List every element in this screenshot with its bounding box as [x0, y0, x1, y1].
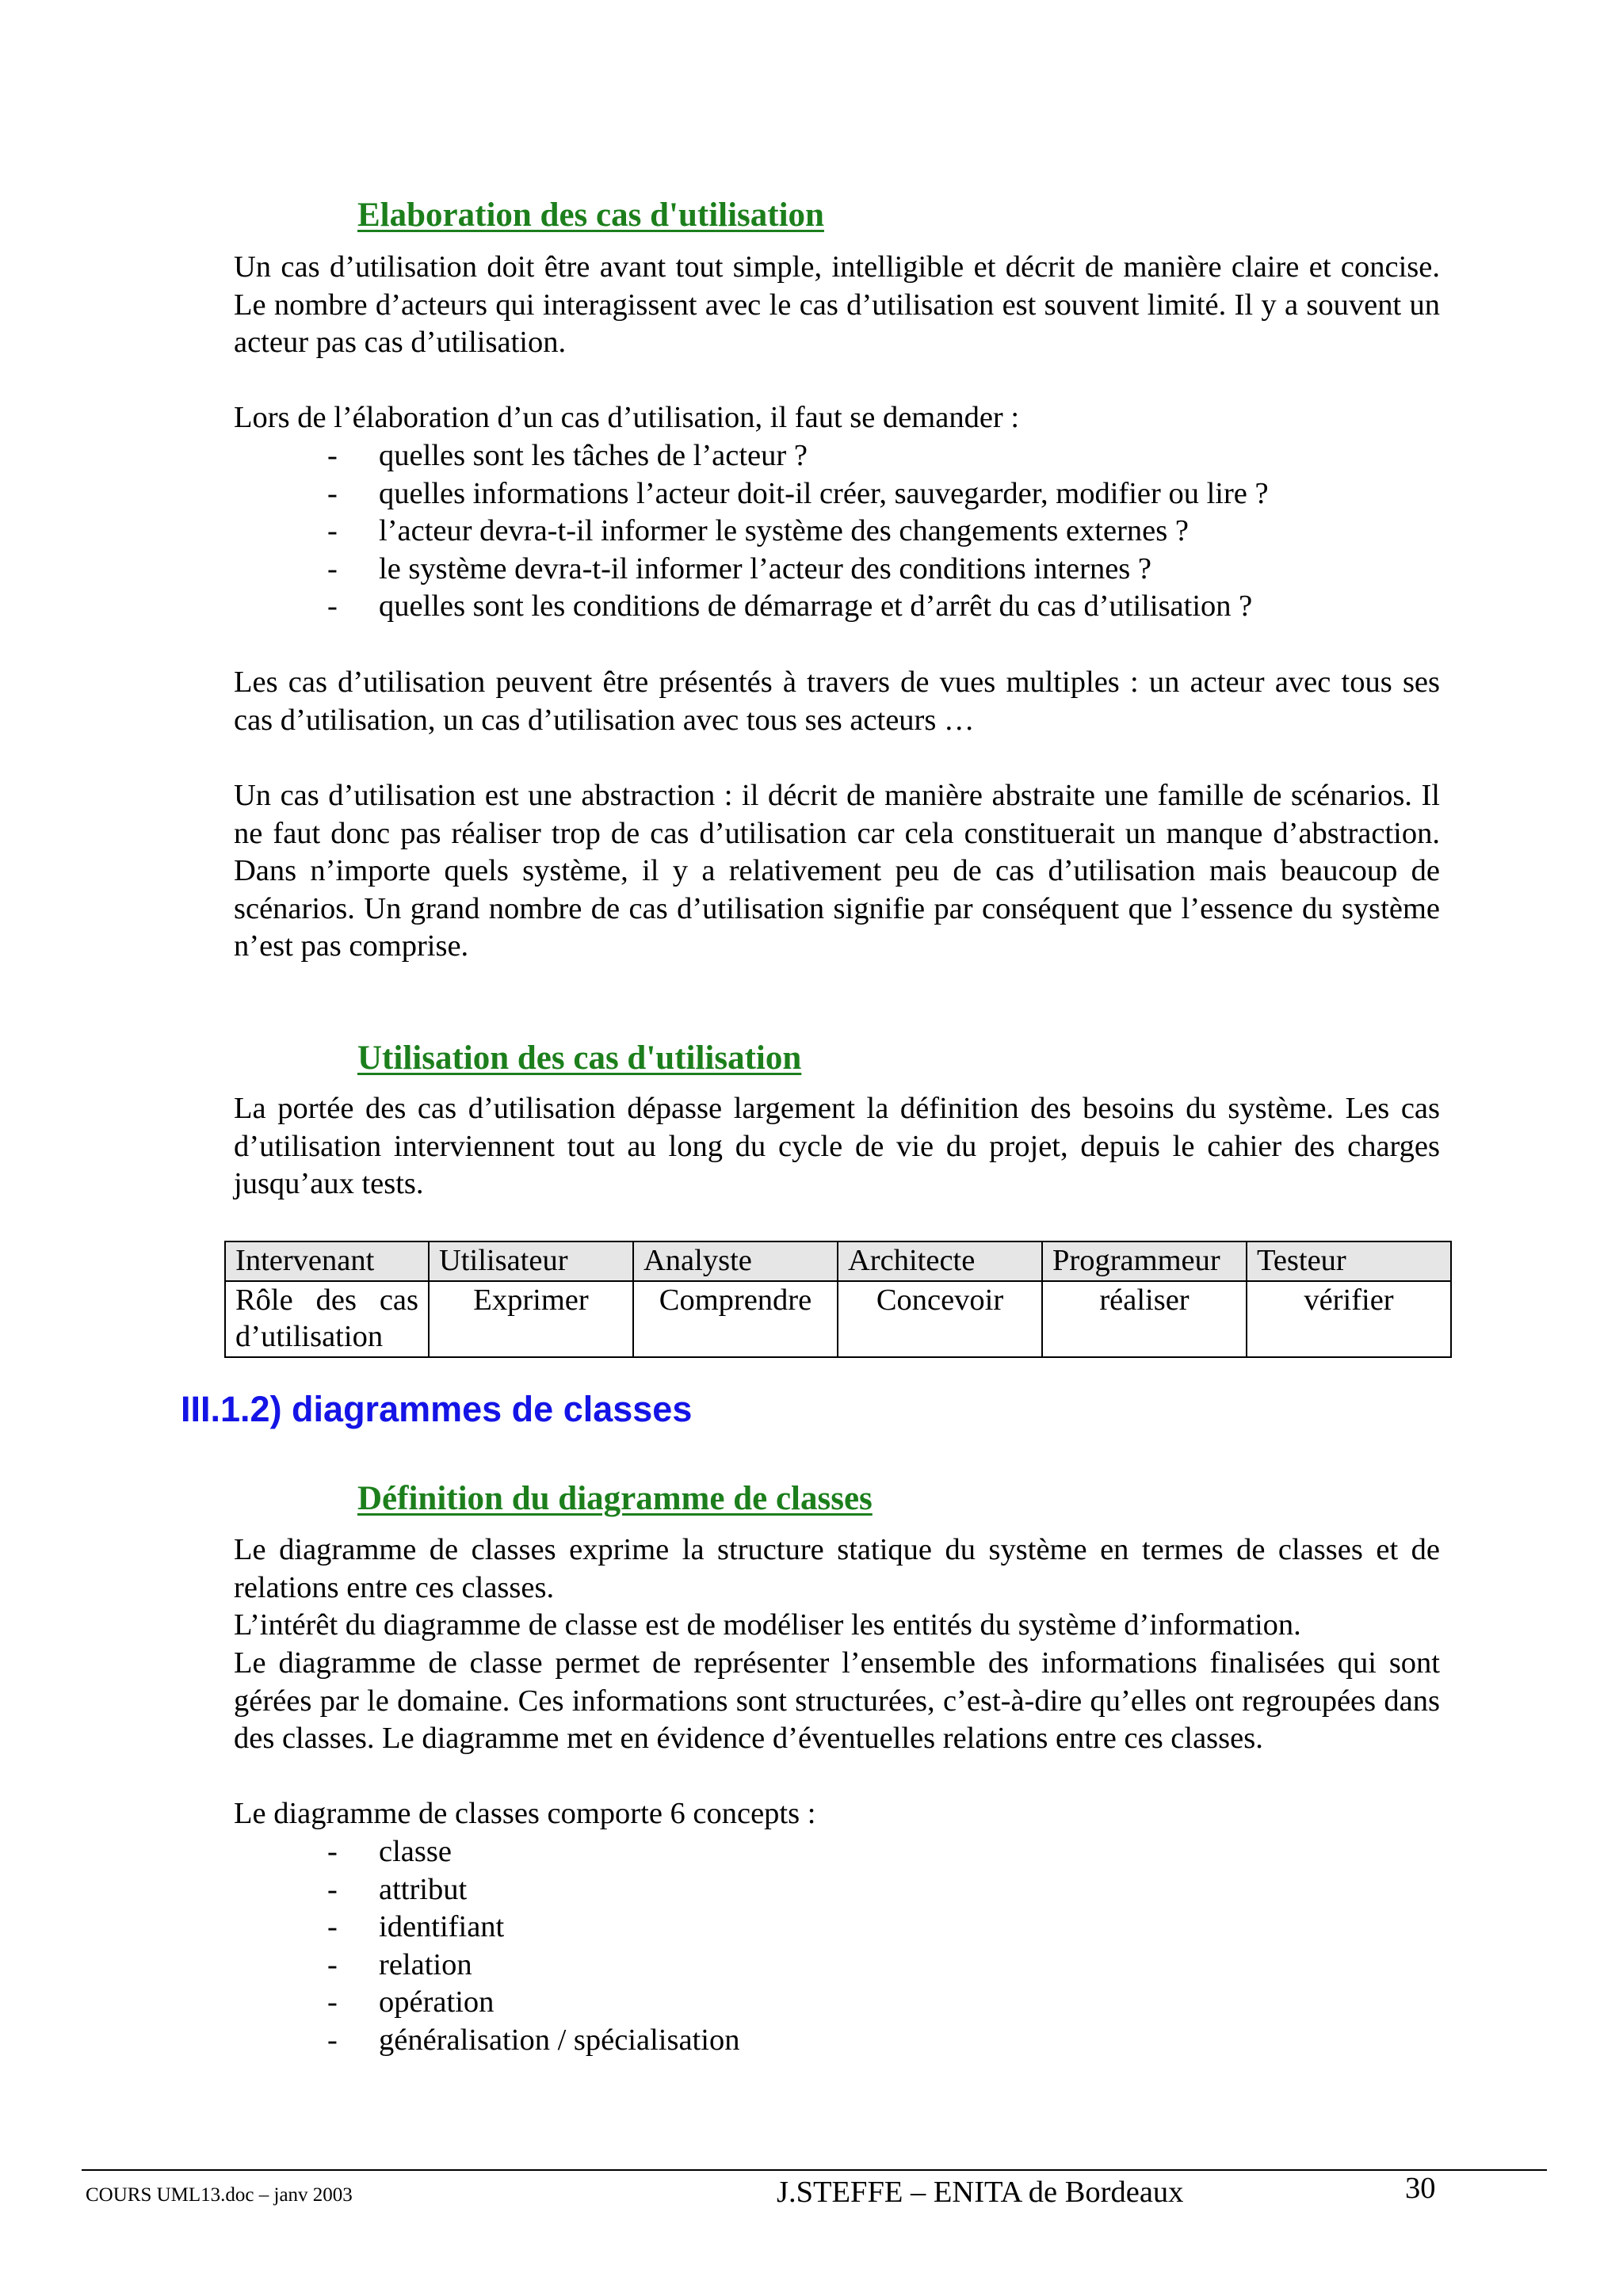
table-header-row	[225, 1241, 1451, 1281]
concepts-list	[327, 1833, 739, 2060]
list-item: - quelles informations l’acteur doit-il créer, sauvegarder, modifier ou lire ?	[327, 475, 1269, 513]
table-cell: Comprendre	[633, 1281, 838, 1357]
definition-paragraph-1: Le diagramme de classes exprime la structure statique du système en termes de classes et de relations entre ces classes.	[234, 1533, 1440, 1604]
bullet-dash: -	[327, 439, 338, 472]
bullet-dash: -	[327, 1872, 338, 1906]
list-item: - relation	[327, 1947, 739, 1985]
table-cell: vérifier	[1247, 1281, 1451, 1357]
table-cell: Rôle des cas d’utilisation	[225, 1281, 429, 1357]
list-item: - attribut	[327, 1871, 739, 1909]
bullet-dash: -	[327, 589, 338, 624]
bullet-dash: -	[327, 551, 338, 585]
definition-paragraph-4: Le diagramme de classes comporte 6 concepts :	[234, 1797, 816, 1830]
table-header-cell: Testeur	[1247, 1241, 1451, 1281]
bullet-dash: -	[327, 514, 338, 548]
roles-table	[224, 1241, 1452, 1358]
heading-utilisation: Utilisation des cas d'utilisation	[357, 1039, 802, 1077]
list-item: - identifiant	[327, 1909, 739, 1947]
questions-list	[327, 437, 1269, 626]
bullet-dash: -	[327, 1947, 338, 1981]
table-header-cell: Analyste	[633, 1241, 838, 1281]
footer-document-info: COURS UML13.doc – janv 2003	[86, 2184, 353, 2206]
list-item: - quelles sont les conditions de démarrage et d’arrêt du cas d’utilisation ?	[327, 588, 1269, 626]
list-item: - généralisation / spécialisation	[327, 2022, 739, 2060]
bullet-dash: -	[327, 1910, 338, 1944]
heading-elaboration: Elaboration des cas d'utilisation	[357, 196, 824, 234]
table-header-cell: Programmeur	[1042, 1241, 1247, 1281]
list-item: - classe	[327, 1833, 739, 1871]
list-item: - le système devra-t-il informer l’acteur des conditions internes ?	[327, 551, 1269, 589]
definition-paragraph-2: L’intérêt du diagramme de classe est de modéliser les entités du système d’information.	[234, 1608, 1301, 1642]
bullet-dash: -	[327, 2023, 338, 2057]
elaboration-paragraph-4: Un cas d’utilisation est une abstraction : il décrit de manière abstraite une famille de scénarios. Il ne faut donc pas réaliser trop de cas d’utilisation car cela constituerait un manque d’abstraction. Dans n’importe quels système, il y a relativement peu de cas d’utilisation mais beaucoup de scénarios. Un grand nombre de cas d’utilisation signifie par conséquent que l’essence du système n’est pas comprise.	[234, 779, 1440, 963]
bullet-dash: -	[327, 476, 338, 510]
table-cell: Exprimer	[429, 1281, 633, 1357]
heading-definition: Définition du diagramme de classes	[357, 1480, 873, 1517]
table-header-cell: Utilisateur	[429, 1241, 633, 1281]
footer-divider	[82, 2169, 1547, 2171]
elaboration-paragraph-1: Un cas d’utilisation doit être avant tout simple, intelligible et décrit de manière claire et concise. Le nombre d’acteurs qui interagissent avec le cas d’utilisation est souvent limité. Il y a souvent un acteur pas cas d’utilisation.	[234, 250, 1440, 360]
elaboration-paragraph-2: Lors de l’élaboration d’un cas d’utilisation, il faut se demander :	[234, 401, 1020, 434]
bullet-dash: -	[327, 1985, 338, 2019]
table-header-cell: Architecte	[838, 1241, 1042, 1281]
footer-author: J.STEFFE – ENITA de Bordeaux	[777, 2176, 1184, 2209]
table-header-cell: Intervenant	[225, 1241, 429, 1281]
list-item: - quelles sont les tâches de l’acteur ?	[327, 437, 1269, 475]
elaboration-paragraph-3: Les cas d’utilisation peuvent être présentés à travers de vues multiples : un acteur avec tous ses cas d’utilisation, un cas d’utilisation avec tous ses acteurs …	[234, 666, 1440, 737]
list-item: - opération	[327, 1984, 739, 2022]
table-cell: Concevoir	[838, 1281, 1042, 1357]
utilisation-paragraph-1: La portée des cas d’utilisation dépasse largement la définition des besoins du système. Les cas d’utilisation interviennent tout au long du cycle de vie du projet, depuis le cahier des charges jusqu’aux tests.	[234, 1092, 1440, 1201]
page-number: 30	[1405, 2172, 1436, 2205]
definition-paragraph-3: Le diagramme de classe permet de représenter l’ensemble des informations finalisées qui sont gérées par le domaine. Ces informations sont structurées, c’est-à-dire qu’elles ont regroupées dans des classes. Le diagramme met en évidence d’éventuelles relations entre ces classes.	[234, 1646, 1440, 1756]
bullet-dash: -	[327, 1835, 338, 1868]
table-row	[225, 1281, 1451, 1357]
table-cell: réaliser	[1042, 1281, 1247, 1357]
list-item: - l’acteur devra-t-il informer le système des changements externes ?	[327, 513, 1269, 551]
section-title: III.1.2) diagrammes de classes	[181, 1389, 693, 1429]
